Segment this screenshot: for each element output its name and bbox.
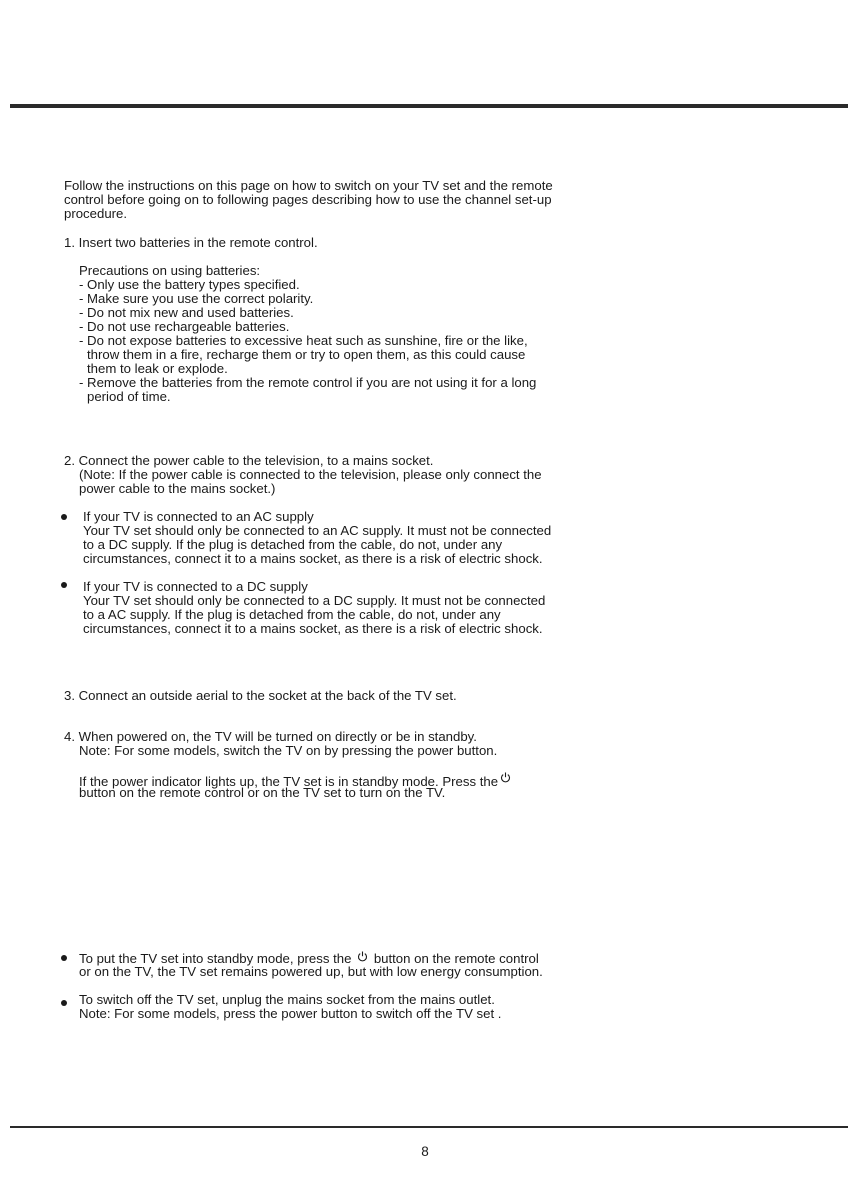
ac-supply-text: to a DC supply. If the plug is detached from the cable, do not, under any xyxy=(83,537,503,552)
precautions-heading: Precautions on using batteries: xyxy=(79,263,261,278)
standby-mode-text: or on the TV, the TV set remains powered up, but with low energy consumption. xyxy=(79,964,543,979)
dc-supply-heading: If your TV is connected to a DC supply xyxy=(83,579,308,594)
dc-supply-text: circumstances, connect it to a mains socket, as there is a risk of electric shock. xyxy=(83,621,543,636)
step4-note: Note: For some models, switch the TV on by pressing the power button. xyxy=(79,743,498,758)
step2-title: 2. Connect the power cable to the television, to a mains socket. xyxy=(64,453,434,468)
dc-supply-text: Your TV set should only be connected to a DC supply. It must not be connected xyxy=(83,593,546,608)
intro-line: procedure. xyxy=(64,206,128,221)
precaution-item: - Do not mix new and used batteries. xyxy=(79,305,294,320)
precaution-item-cont: them to leak or explode. xyxy=(87,361,228,376)
standby-mode-post: button on the remote control xyxy=(373,951,539,966)
precaution-item: - Remove the batteries from the remote control if you are not using it for a long xyxy=(79,375,537,390)
intro-line: control before going on to following pages describing how to use the channel set-up xyxy=(64,192,552,207)
precaution-item: - Only use the battery types specified. xyxy=(79,277,300,292)
step3-text: 3. Connect an outside aerial to the socket at the back of the TV set. xyxy=(64,688,457,703)
dc-supply-text: to a AC supply. If the plug is detached from the cable, do not, under any xyxy=(83,607,501,622)
standby-instruction: button on the remote control or on the TV set to turn on the TV. xyxy=(79,785,446,800)
power-icon xyxy=(500,772,511,783)
ac-supply-text: circumstances, connect it to a mains socket, as there is a risk of electric shock. xyxy=(83,551,543,566)
intro-line: Follow the instructions on this page on how to switch on your TV set and the remote xyxy=(64,178,553,193)
precaution-item-cont: period of time. xyxy=(87,389,171,404)
power-icon xyxy=(357,951,368,962)
ac-supply-text: Your TV set should only be connected to an AC supply. It must not be connected xyxy=(83,523,552,538)
bullet-icon xyxy=(61,1000,67,1006)
precaution-item: - Do not use rechargeable batteries. xyxy=(79,319,290,334)
step2-note: power cable to the mains socket.) xyxy=(79,481,276,496)
step1-title: 1. Insert two batteries in the remote control. xyxy=(64,235,318,250)
step4-title: 4. When powered on, the TV will be turned on directly or be in standby. xyxy=(64,729,477,744)
ac-supply-heading: If your TV is connected to an AC supply xyxy=(83,509,314,524)
precaution-item: - Make sure you use the correct polarity. xyxy=(79,291,314,306)
bullet-icon xyxy=(61,514,67,520)
header-rule xyxy=(10,104,848,108)
step2-note: (Note: If the power cable is connected to the television, please only connect the xyxy=(79,467,542,482)
precaution-item-cont: throw them in a fire, recharge them or try to open them, as this could cause xyxy=(87,347,526,362)
bullet-icon xyxy=(61,582,67,588)
footer-rule xyxy=(10,1126,848,1128)
bullet-icon xyxy=(61,955,67,961)
switch-off-text: To switch off the TV set, unplug the mains socket from the mains outlet. xyxy=(79,992,495,1007)
page-number: 8 xyxy=(421,1144,429,1159)
switch-off-note: Note: For some models, press the power button to switch off the TV set . xyxy=(79,1006,502,1021)
standby-mode-pre: To put the TV set into standby mode, press the xyxy=(79,951,352,966)
standby-instruction-text: If the power indicator lights up, the TV set is in standby mode. Press the xyxy=(79,774,499,789)
precaution-item: - Do not expose batteries to excessive heat such as sunshine, fire or the like, xyxy=(79,333,528,348)
